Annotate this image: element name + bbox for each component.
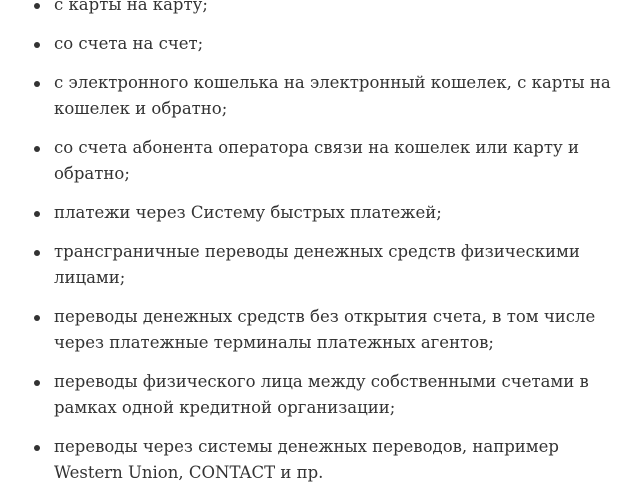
list-item xyxy=(0,239,630,291)
list-item xyxy=(0,70,630,122)
list-item-text: переводы денежных средств без открытия счета, в том числе через платежные терминалы платежных агентов; xyxy=(54,307,596,352)
list-item-text: с карты на карту; xyxy=(54,0,208,14)
bullet-icon xyxy=(34,380,40,386)
bullet-icon xyxy=(34,211,40,217)
list-item-text: переводы через системы денежных переводов, например Western Union, CONTACT и пр. xyxy=(54,437,559,482)
bullet-icon xyxy=(34,81,40,87)
list-item-text: трансграничные переводы денежных средств физическими лицами; xyxy=(54,242,580,287)
list-item xyxy=(0,434,630,486)
list-item xyxy=(0,135,630,187)
bullet-icon xyxy=(34,3,40,9)
list-item xyxy=(0,369,630,421)
list-item-text: с электронного кошелька на электронный кошелек, с карты на кошелек и обратно; xyxy=(54,73,611,118)
bullet-icon xyxy=(34,250,40,256)
list-item-text: со счета абонента оператора связи на кошелек или карту и обратно; xyxy=(54,138,579,183)
bullet-icon xyxy=(34,146,40,152)
bullet-icon xyxy=(34,42,40,48)
list-item-text: со счета на счет; xyxy=(54,34,204,53)
list-item xyxy=(0,304,630,356)
list-item xyxy=(0,0,630,18)
bullet-icon xyxy=(34,315,40,321)
list-item-text: платежи через Систему быстрых платежей; xyxy=(54,203,442,222)
list-item-text: переводы физического лица между собственными счетами в рамках одной кредитной организации; xyxy=(54,372,589,417)
bullet-icon xyxy=(34,445,40,451)
list-item xyxy=(0,31,630,57)
list-item xyxy=(0,200,630,226)
